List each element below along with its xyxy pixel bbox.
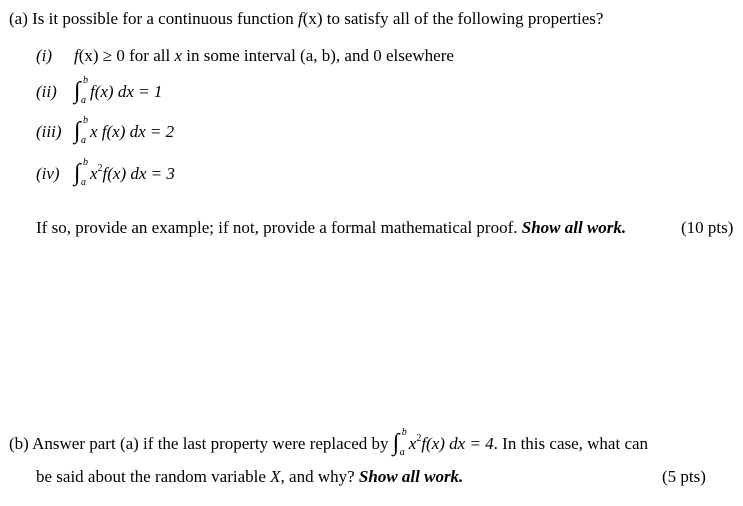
property-i: (i) f(x) ≥ 0 for all x in some interval (a, b), and 0 elsewhere <box>36 46 454 65</box>
property-ii: (ii) ∫ b a f(x) dx = 1 <box>36 75 163 106</box>
part-a-question: (a) Is it possible for a continuous function f(x) to satisfy all of the following properties? <box>9 9 604 28</box>
integral-sign: ∫ b a <box>74 157 88 188</box>
part-b-continuation: be said about the random variable X, and why? Show all work. <box>36 467 464 486</box>
part-a-points: (10 pts) <box>681 218 734 237</box>
integral-sign: ∫ b a <box>74 75 88 106</box>
integral-sign: ∫ b a <box>392 427 407 458</box>
property-iii: (iii) ∫ b a x f(x) dx = 2 <box>36 115 175 146</box>
integral-sign: ∫ b a <box>74 115 88 146</box>
part-a-instruction: If so, provide an example; if not, provide a formal mathematical proof. Show all work. <box>36 218 627 237</box>
part-b-points: (5 pts) <box>662 467 706 486</box>
part-b-question: (b) Answer part (a) if the last property were replaced by ∫ b a $x^2f(x)$ dx = 4. In this case, what can <box>9 427 649 458</box>
property-iv: (iv) ∫ b a $x^2f(x)$ dx = 3 <box>36 157 175 188</box>
